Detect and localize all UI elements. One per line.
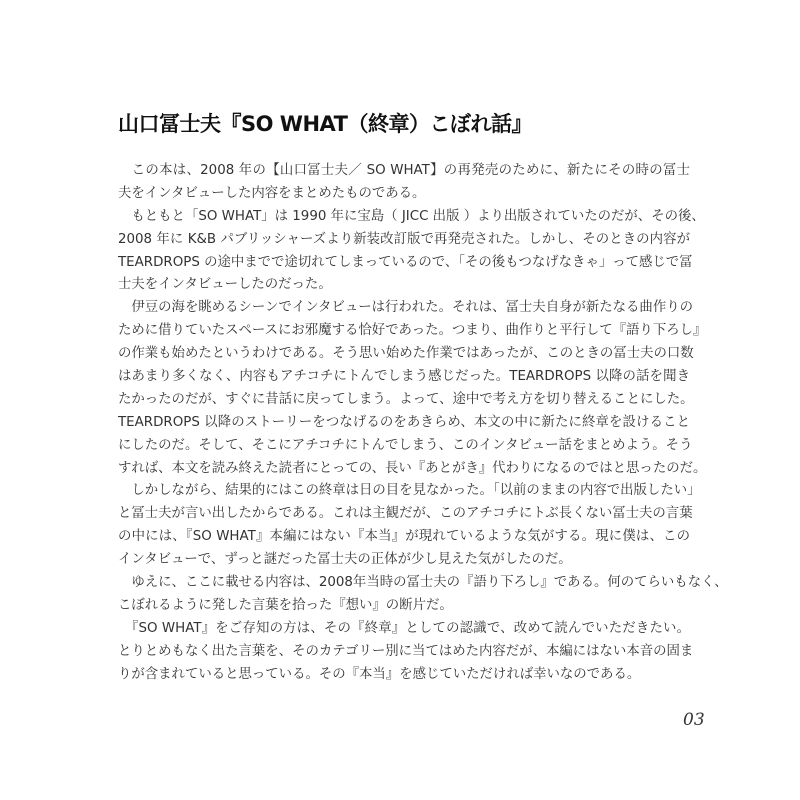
text-line: TEARDROPS の途中までで途切れてしまっているので、「その後もつなげなきゃ」って感じで冨	[118, 254, 693, 270]
text-line: とりとめもなく出た言葉を、そのカテゴリー別に当てはめた内容だが、本編にはない本音の固ま	[118, 643, 694, 659]
text-line: の作業も始めたというわけである。そう思い始めた作業ではあったが、このときの冨士夫の口数	[118, 346, 694, 362]
text-line: ゆえに、ここに載せる内容は、2008年当時の冨士夫の『語り下ろし』である。何のてらいもなく、	[118, 575, 728, 591]
text-line: この本は、2008 年の【山口冨士夫／ SO WHAT】の再発売のために、新たにその時の冨士	[118, 163, 690, 178]
text-line: 士夫をインタビューしたのだった。	[118, 277, 332, 293]
text-line: インタビューで、ずっと謎だった冨士夫の正体が少し見えた気がしたのだ。	[118, 552, 572, 568]
text-line: 『SO WHAT』をご存知の方は、その『終章』としての認識で、改めて読んでいただきたい。	[118, 620, 690, 636]
text-line: こぼれるように発した言葉を拾った『想い』の断片だ。	[118, 597, 453, 613]
text-line: TEARDROPS 以降のストーリーをつなげるのをあきらめ、本文の中に新たに終章を設けること	[118, 414, 690, 430]
text-line: すれば、本文を読み終えた読者にとっての、長い『あとがき』代わりになるのではと思ったのだ。	[118, 460, 707, 476]
text-line: しかしながら、結果的にはこの終章は日の目を見なかった。「以前のままの内容で出版したい」	[118, 483, 701, 499]
text-line: たかったのだが、すぐに昔話に戻ってしまう。よって、途中で考え方を切り替えることにした。	[118, 391, 694, 407]
text-line: 伊豆の海を眺めるシーンでインタビューは行われた。それは、冨士夫自身が新たなる曲作りの	[118, 300, 693, 316]
text-line: 夫をインタビューした内容をまとめたものである。	[118, 185, 426, 201]
text-line: にしたのだ。そして、そこにアチコチにトんでしまう、このインタビュー話をまとめよう。そう	[118, 437, 693, 453]
page-number: 03	[683, 710, 705, 730]
text-line: 2008 年に K&B パブリッシャーズより新装改訂版で再発売された。しかし、そのときの内容が	[118, 231, 690, 247]
text-line: はあまり多くなく、内容もアチコチにトんでしまう感じだった。TEARDROPS 以降の話を聞き	[118, 369, 690, 385]
text-line: と冨士夫が言い出したからである。これは主観だが、このアチコチにトぶ長くない冨士夫の言葉	[118, 506, 693, 522]
text-line: の中には、『SO WHAT』本編にはない『本当』が現れているような気がする。現に僕は、この	[118, 529, 690, 545]
text-line: もともと「SO WHAT」は 1990 年に宝島（ JICC 出版 ）より出版されていたのだが、その後、	[118, 208, 705, 224]
text-line: りが含まれていると思っている。その『本当』を感じていただければ幸いなのである。	[118, 666, 641, 682]
page-title: 山口冨士夫『SO WHAT（終章）こぼれ話』	[118, 112, 532, 136]
body-text	[118, 160, 728, 686]
text-line: ために借りていたスペースにお邪魔する恰好であった。つまり、曲作りと平行して『語り下ろし』	[118, 323, 707, 339]
